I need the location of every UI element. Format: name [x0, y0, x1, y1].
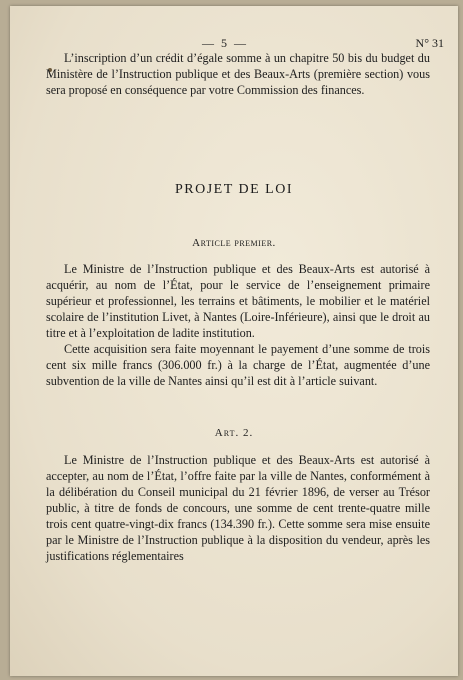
document-page — [10, 6, 458, 676]
article-2-paragraph-1: Le Ministre de l’Instruction publique et des Beaux-Arts est autorisé à accepter, au nom de l’État, l’offre faite par la ville de Nantes, conformément à la délibération du Conseil municipal du 21 février 1896, de verser au Trésor public, à titre de fonds de concours, une somme de cent trente-quatre mille trois cent quatre-vingt-dix francs (134.390 fr.). Cette somme sera mise ensuite par le Ministre de l’Instruction publique à la disposition du vendeur, après les justifications réglementaires — [46, 453, 430, 563]
page-number: — 5 — — [202, 36, 248, 50]
intro-paragraph — [46, 50, 430, 98]
intro-text: L’inscription d’un crédit d’égale somme à un chapitre 50 bis du budget du Ministère de l’Instruction publique et des Beaux-Arts (première section) vous sera proposé en conséquence par votre Commission des finances. — [46, 51, 430, 97]
article-1-heading: Article premier. — [192, 237, 276, 249]
article-1-paragraph-1: Le Ministre de l’Instruction publique et des Beaux-Arts est autorisé à acquérir, au nom de l’État, pour le service de l’enseignement primaire supérieur et professionnel, les terrains et bâtiments, le mobilier et le matériel scolaire de l’institution Livet, à Nantes (Loire-Inférieure), ainsi que le droit au titre et à l’exploitation de ladite institution. — [46, 262, 430, 340]
document-number: N° 31 — [415, 36, 444, 50]
article-1-body — [46, 261, 430, 389]
document-title: PROJET DE LOI — [174, 182, 294, 197]
article-2-heading: Art. 2. — [214, 427, 254, 439]
article-2-body — [46, 452, 430, 564]
article-1-paragraph-2: Cette acquisition sera faite moyennant le payement d’une somme de trois cent six mille francs (306.000 fr.) à la charge de l’État, augmentée d’une subvention de la ville de Nantes ainsi qu’il est dit à l’article suivant. — [46, 342, 430, 388]
